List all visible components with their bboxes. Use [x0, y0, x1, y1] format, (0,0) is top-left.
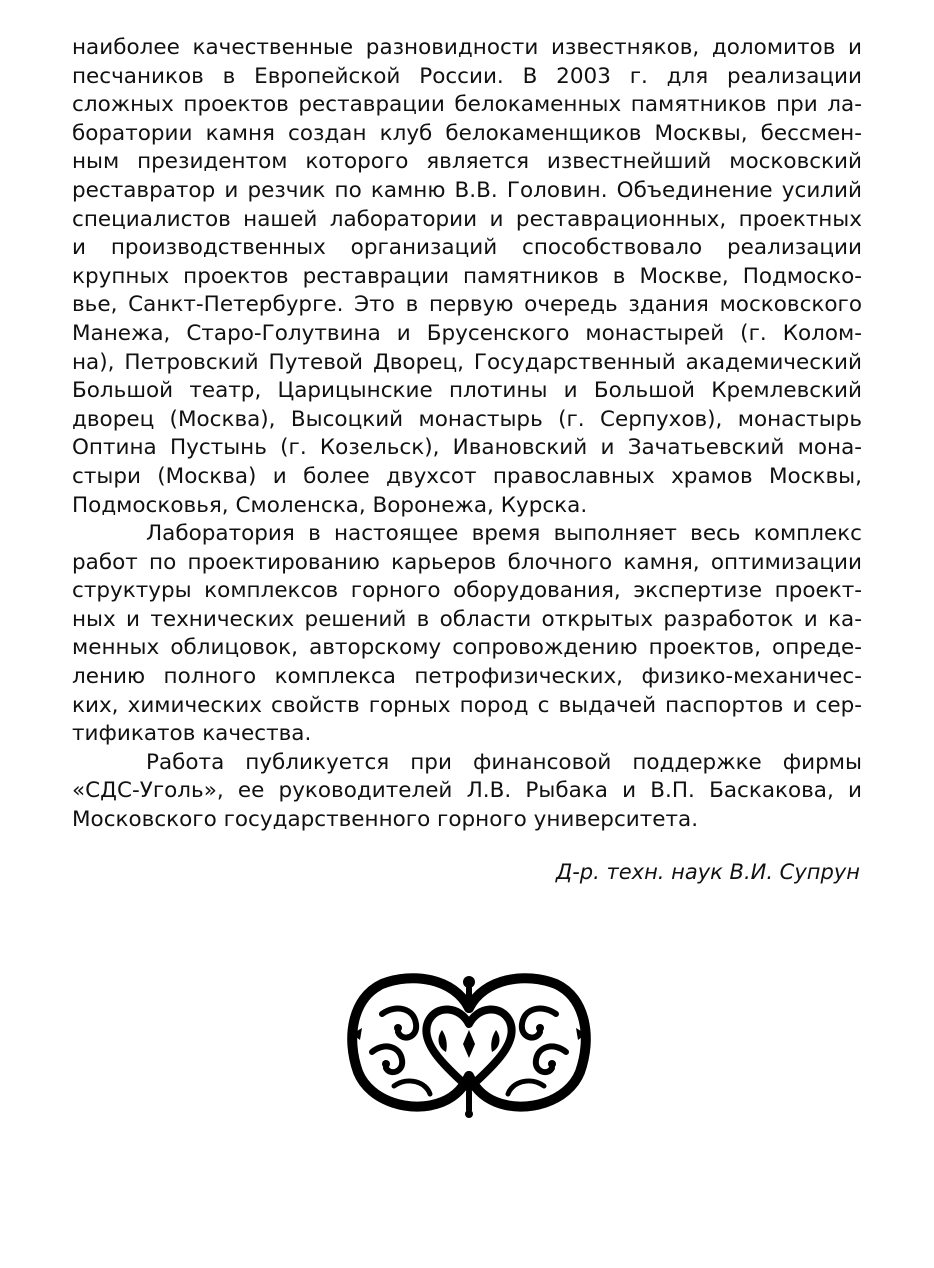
text-line: «СДС-Уголь», ее руководителей Л.В. Рыбака и В.П. Баскакова, и	[72, 778, 862, 804]
text-line: Работа публикуется при финансовой поддержке фирмы	[146, 749, 862, 775]
text-line: стыри (Москва) и более двухсот православных храмов Москвы,	[72, 463, 862, 489]
paragraph-1	[72, 34, 862, 520]
text-line: песчаников в Европейской России. В 2003 г. для реализации	[72, 63, 862, 89]
text-line: специалистов нашей лаборатории и реставрационных, проектных	[72, 206, 862, 232]
text-line: реставратор и резчик по камню В.В. Головин. Объединение усилий	[72, 177, 862, 203]
text-line: дворец (Москва), Высоцкий монастырь (г. Серпухов), монастырь	[72, 406, 862, 432]
text-line: наиболее качественные разновидности известняков, доломитов и	[72, 35, 862, 60]
text-line: лению полного комплекса петрофизических, физико-механичес-	[72, 664, 862, 690]
author-signature: Д-р. техн. наук В.И. Супрун	[555, 860, 860, 884]
text-line: ным президентом которого является известнейший московский	[72, 149, 862, 175]
text-line: тификатов качества.	[72, 721, 312, 747]
text-line: Лаборатория в настоящее время выполняет весь комплекс	[146, 521, 862, 547]
text-line: ких, химических свойств горных пород с выдачей паспортов и сер-	[72, 692, 862, 718]
text-line: Подмосковья, Смоленска, Воронежа, Курска.	[72, 492, 588, 518]
text-line: работ по проектированию карьеров блочного камня, оптимизации	[72, 549, 862, 575]
text-line: на), Петровский Путевой Дворец, Государственный академический	[72, 349, 862, 375]
text-line: Манежа, Старо-Голутвина и Брусенского монастырей (г. Колом-	[72, 320, 862, 346]
text-line: крупных проектов реставрации памятников в Москве, Подмоско-	[72, 263, 862, 289]
text-line: сложных проектов реставрации белокаменных памятников при ла-	[72, 92, 862, 118]
floral-ornament-icon	[342, 968, 596, 1118]
text-line: ных и технических решений в области открытых разработок и ка-	[72, 606, 862, 632]
text-line: менных облицовок, авторскому сопровождению проектов, опреде-	[72, 635, 862, 661]
text-line: и производственных организаций способствовало реализации	[72, 235, 862, 261]
paragraph-3	[72, 749, 862, 835]
document-body	[72, 34, 862, 835]
text-line: Московского государственного горного университета.	[72, 807, 699, 833]
text-line: вье, Санкт-Петербурге. Это в первую очередь здания московского	[72, 292, 862, 318]
text-line: боратории камня создан клуб белокаменщиков Москвы, бессмен-	[72, 120, 862, 146]
text-line: структуры комплексов горного оборудования, экспертизе проект-	[72, 578, 862, 604]
text-line: Оптина Пустынь (г. Козельск), Ивановский и Зачатьевский мона-	[72, 435, 862, 461]
paragraph-2	[72, 520, 862, 749]
text-line: Большой театр, Царицынские плотины и Большой Кремлевский	[72, 378, 862, 404]
